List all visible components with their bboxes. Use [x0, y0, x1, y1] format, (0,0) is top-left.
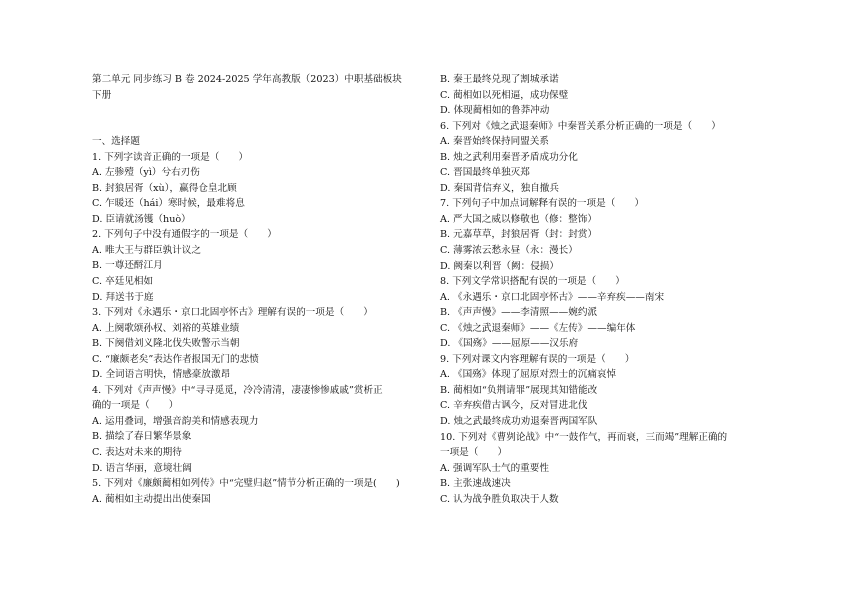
question-text-line: D. 烛之武最终成功劝退秦晋两国军队 — [440, 416, 598, 428]
question-text-line: B. 描绘了春日繁华景象 — [92, 431, 192, 443]
question-text-line: B. 元嘉草草，封狼居胥（封：封赏） — [440, 229, 598, 241]
question-text-line: B. 下阕借刘义隆北伐失败警示当朝 — [92, 338, 240, 350]
question-text-line: D. 臣请就汤镬（huò） — [92, 213, 191, 225]
question-text-line: B. 封狼居胥（xù），赢得仓皇北顾 — [92, 182, 237, 194]
question-text-line: D. 语言华丽，意境壮阔 — [92, 462, 192, 474]
right-question-lines — [440, 72, 780, 507]
question-text-line: B. 蔺相如“负荆请罪”展现其知错能改 — [440, 384, 598, 396]
question-text-line: 6. 下列对《烛之武退秦师》中秦晋关系分析正确的一项是（ ） — [440, 120, 721, 132]
question-text-line: 4. 下列对《声声慢》中“寻寻觅觅，冷冷清清，凄凄惨惨戚戚”赏析正 — [92, 384, 383, 396]
question-text-line: 8. 下列文学常识搭配有误的一项是（ ） — [440, 276, 625, 288]
question-text-line: 10. 下列对《曹刿论战》中“一鼓作气，再而衰，三而竭”理解正确的 — [440, 431, 728, 443]
question-text-line: 1. 下列字读音正确的一项是（ ） — [92, 151, 249, 163]
question-text-line: 5. 下列对《廉颇蔺相如列传》中“完璧归赵”情节分析正确的一项是( ) — [92, 478, 400, 490]
question-text-line: A. 唯大王与群臣孰计议之 — [92, 244, 201, 256]
question-text-line: 3. 下列对《永遇乐・京口北固亭怀古》理解有误的一项是（ ） — [92, 307, 373, 319]
question-text-line: A. 《国殇》体现了屈原对烈士的沉痛哀悼 — [440, 369, 617, 381]
question-text-line: A. 秦晋始终保持同盟关系 — [440, 136, 549, 148]
question-text-line: C. 认为战争胜负取决于人数 — [440, 493, 559, 505]
question-text-line: B. 秦王最终兑现了割城承诺 — [440, 74, 559, 85]
left-column — [92, 72, 428, 507]
question-text-line: A. 严大国之威以修敬也（修：整饰） — [440, 213, 597, 225]
question-text-line: C. “廉颇老矣”表达作者报国无门的悲愤 — [92, 353, 259, 365]
question-text-line: B. 主张速战速决 — [440, 478, 511, 490]
document-title-line-1: 第二单元 同步练习 B 卷 2024-2025 学年高教版（2023）中职基础板块 — [92, 74, 402, 85]
document-title-line-2: 下册 — [92, 89, 112, 101]
question-text-line: C. 表达对未来的期待 — [92, 447, 182, 459]
question-text-line: D. 体现蔺相如的鲁莽冲动 — [440, 105, 550, 117]
question-text-line: C. 蔺相如以死相逼，成功保璧 — [440, 89, 569, 101]
question-text-line: C. 薄雾浓云愁永昼（永：漫长） — [440, 245, 578, 257]
question-text-line: A. 运用叠词，增强音韵美和情感表现力 — [92, 415, 259, 427]
question-text-line: B. 《声声慢》——李清照——婉约派 — [440, 307, 598, 319]
question-text-line: B. 一尊还酹江月 — [92, 260, 163, 272]
question-text-line: D. 阙秦以利晋（阙：侵损） — [440, 260, 559, 272]
question-text-line: C. 《烛之武退秦师》——《左传》——编年体 — [440, 322, 636, 334]
left-question-lines — [92, 150, 428, 508]
question-text-line: 一项是（ ） — [440, 447, 508, 459]
question-text-line: C. 乍暖还（hái）寒时候，最难将息 — [92, 198, 245, 210]
question-text-line: D. 全词语言明快，情感豪放激昂 — [92, 369, 231, 381]
question-text-line: 7. 下列句子中加点词解释有误的一项是（ ） — [440, 198, 645, 210]
spacer — [92, 103, 428, 134]
question-text-line: D. 拜送书于庭 — [92, 291, 154, 303]
question-text-line: A. 《永遇乐・京口北固亭怀古》——辛弃疾——南宋 — [440, 291, 665, 303]
question-text-line: A. 左骖殪（yì）兮右刃伤 — [92, 167, 200, 179]
question-text-line: C. 晋国最终单独灭郑 — [440, 167, 530, 179]
question-text-line: 9. 下列对课文内容理解有误的一项是（ ） — [440, 353, 635, 365]
right-column — [440, 72, 780, 507]
question-text-line: C. 卒廷见相如 — [92, 276, 154, 288]
question-text-line: D. 《国殇》——屈原——汉乐府 — [440, 338, 579, 350]
question-text-line: A. 蔺相如主动提出出使秦国 — [92, 493, 211, 505]
question-text-line: B. 烛之武利用秦晋矛盾成功分化 — [440, 151, 578, 163]
section-heading: 一、选择题 — [92, 136, 140, 148]
question-text-line: 2. 下列句子中没有通假字的一项是（ ） — [92, 229, 277, 241]
question-text-line: A. 强调军队士气的重要性 — [440, 462, 549, 474]
question-text-line: 确的一项是（ ） — [92, 400, 179, 412]
question-text-line: A. 上阕歌颂孙权、刘裕的英雄业绩 — [92, 322, 240, 334]
question-text-line: C. 辛弃疾借古讽今，反对冒进北伐 — [440, 400, 588, 412]
question-text-line: D. 秦国背信弃义，独自撤兵 — [440, 182, 559, 194]
